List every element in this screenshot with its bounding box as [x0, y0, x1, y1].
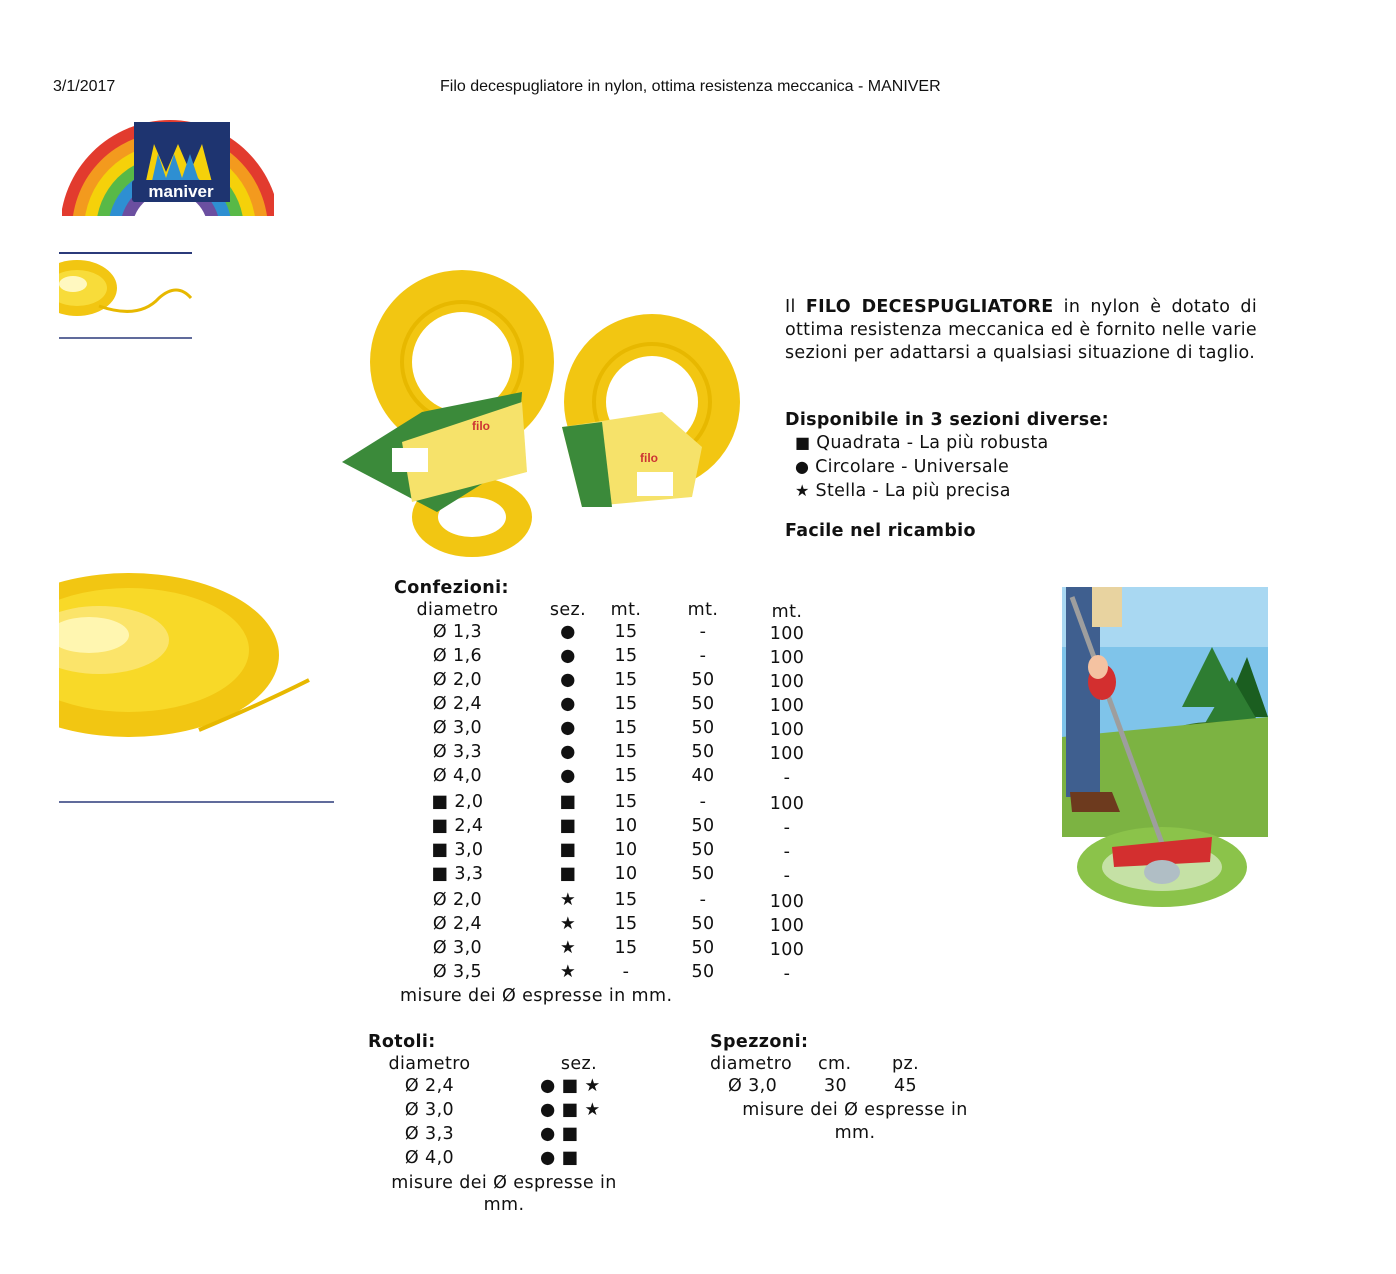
spezzoni-title: Spezzoni:	[710, 1032, 809, 1052]
confezioni-cell: ●	[560, 646, 576, 666]
confezioni-cell: Ø 3,5	[432, 962, 483, 982]
confezioni-cell: 15	[614, 792, 638, 812]
rotoli-cell: Ø 4,0	[404, 1148, 455, 1168]
confezioni-cell: 50	[691, 962, 715, 982]
confezioni-cell: Ø 1,3	[432, 622, 483, 642]
confezioni-cell: -	[783, 842, 791, 862]
confezioni-cell: ●	[560, 694, 576, 714]
confezioni-cell: 100	[769, 624, 805, 644]
confezioni-cell: 10	[614, 864, 638, 884]
rotoli-cell: ● ■ ★	[540, 1076, 601, 1096]
confezioni-cell: 50	[691, 718, 715, 738]
confezioni-cell: 50	[691, 914, 715, 934]
confezioni-cell: 50	[691, 694, 715, 714]
square-icon: ■	[795, 433, 811, 452]
confezioni-cell: Ø 2,0	[432, 890, 483, 910]
rotoli-cell: Ø 3,3	[404, 1124, 455, 1144]
confezioni-cell: -	[699, 890, 707, 910]
col-header: mt.	[687, 600, 719, 620]
confezioni-cell: ★	[559, 938, 577, 958]
svg-text:filo: filo	[472, 419, 490, 433]
confezioni-cell: Ø 3,0	[432, 938, 483, 958]
confezioni-cell: -	[622, 962, 630, 982]
confezioni-cell: 50	[691, 670, 715, 690]
confezioni-cell: 50	[691, 938, 715, 958]
col-header: mt.	[771, 602, 803, 622]
product-photo[interactable]	[342, 262, 744, 564]
col-header: pz.	[892, 1054, 920, 1074]
logo-text: maniver	[148, 182, 214, 201]
confezioni-cell: Ø 2,4	[432, 694, 483, 714]
confezioni-cell: 15	[614, 622, 638, 642]
confezioni-cell: ★	[559, 890, 577, 910]
col-header: mt.	[610, 600, 642, 620]
trimmer-illustration[interactable]	[1062, 587, 1268, 925]
confezioni-cell: -	[783, 818, 791, 838]
confezioni-cell: Ø 4,0	[432, 766, 483, 786]
svg-text:filo: filo	[640, 451, 658, 465]
confezioni-cell: ●	[560, 742, 576, 762]
confezioni-cell: 15	[614, 766, 638, 786]
confezioni-cell: 15	[614, 914, 638, 934]
confezioni-cell: -	[783, 768, 791, 788]
intro-text-start: Il	[785, 297, 806, 317]
confezioni-cell: ■ 2,4	[431, 816, 484, 836]
spezzoni-cell: Ø 3,0	[728, 1076, 778, 1096]
confezioni-cell: 40	[691, 766, 715, 786]
confezioni-cell: 50	[691, 816, 715, 836]
confezioni-title: Confezioni:	[394, 578, 509, 598]
rotoli-cell: Ø 3,0	[404, 1100, 455, 1120]
col-header: sez.	[560, 1054, 598, 1074]
available-sections-title: Disponibile in 3 sezioni diverse:	[785, 410, 1109, 430]
rotoli-cell: ● ■ ★	[540, 1100, 601, 1120]
star-icon: ★	[795, 481, 810, 500]
confezioni-cell: Ø 1,6	[432, 646, 483, 666]
confezioni-cell: 50	[691, 742, 715, 762]
confezioni-cell: 100	[769, 940, 805, 960]
confezioni-cell: ■	[559, 792, 577, 812]
intro-paragraph	[785, 296, 1257, 365]
easy-replacement: Facile nel ricambio	[785, 521, 976, 541]
confezioni-cell: 15	[614, 694, 638, 714]
confezioni-cell: -	[699, 646, 707, 666]
confezioni-cell: -	[699, 622, 707, 642]
thumbnail-wire-1[interactable]	[59, 250, 192, 342]
rotoli-title: Rotoli:	[368, 1032, 436, 1052]
section-item	[795, 431, 1049, 455]
confezioni-cell: ■	[559, 816, 577, 836]
confezioni-cell: ●	[560, 766, 576, 786]
confezioni-cell: -	[783, 964, 791, 984]
confezioni-cell: 15	[614, 646, 638, 666]
confezioni-cell: 10	[614, 840, 638, 860]
confezioni-cell: 100	[769, 672, 805, 692]
page-title: Filo decespugliatore in nylon, ottima resistenza meccanica - MANIVER	[440, 78, 941, 95]
confezioni-cell: 100	[769, 794, 805, 814]
col-header: sez.	[549, 600, 587, 620]
circle-icon: ●	[795, 457, 810, 476]
col-header: diametro	[388, 1054, 471, 1074]
intro-product-name: FILO DECESPUGLIATORE	[805, 297, 1054, 317]
col-header: diametro	[416, 600, 499, 620]
confezioni-cell: -	[783, 866, 791, 886]
rotoli-note-line2: mm.	[483, 1195, 525, 1215]
spezzoni-note-line1: misure dei Ø espresse in	[742, 1100, 968, 1120]
section-item	[795, 479, 1049, 503]
confezioni-cell: 10	[614, 816, 638, 836]
confezioni-cell: ■	[559, 864, 577, 884]
section-label: Circolare - Universale	[815, 457, 1010, 477]
section-label: Stella - La più precisa	[815, 481, 1011, 501]
confezioni-cell: ★	[559, 914, 577, 934]
confezioni-cell: 100	[769, 648, 805, 668]
print-date: 3/1/2017	[53, 78, 116, 95]
section-item	[795, 455, 1049, 479]
confezioni-cell: 15	[614, 742, 638, 762]
confezioni-cell: ■ 3,3	[431, 864, 484, 884]
confezioni-cell: ■ 2,0	[431, 792, 484, 812]
maniver-logo[interactable]	[62, 110, 274, 218]
confezioni-cell: ●	[560, 670, 576, 690]
spezzoni-cell: 45	[894, 1076, 918, 1096]
rotoli-cell: ● ■	[540, 1124, 579, 1144]
confezioni-cell: 15	[614, 670, 638, 690]
confezioni-cell: 15	[614, 938, 638, 958]
section-label: Quadrata - La più robusta	[816, 433, 1049, 453]
confezioni-cell: ★	[559, 962, 577, 982]
thumbnail-wire-2[interactable]	[59, 530, 334, 805]
confezioni-cell: 15	[614, 890, 638, 910]
confezioni-note: misure dei Ø espresse in mm.	[400, 986, 673, 1006]
confezioni-cell: ●	[560, 718, 576, 738]
confezioni-cell: ■	[559, 840, 577, 860]
confezioni-cell: 50	[691, 864, 715, 884]
col-header: diametro	[710, 1054, 793, 1074]
confezioni-cell: 15	[614, 718, 638, 738]
confezioni-cell: ●	[560, 622, 576, 642]
confezioni-cell: 50	[691, 840, 715, 860]
confezioni-cell: Ø 3,3	[432, 742, 483, 762]
col-header: cm.	[818, 1054, 852, 1074]
rotoli-cell: Ø 2,4	[404, 1076, 455, 1096]
confezioni-cell: Ø 2,0	[432, 670, 483, 690]
confezioni-cell: 100	[769, 720, 805, 740]
spezzoni-note-line2: mm.	[834, 1123, 876, 1143]
confezioni-cell: 100	[769, 696, 805, 716]
section-list	[795, 431, 1049, 503]
spezzoni-cell: 30	[824, 1076, 848, 1096]
confezioni-cell: ■ 3,0	[431, 840, 484, 860]
confezioni-cell: Ø 2,4	[432, 914, 483, 934]
intro-text-rest: in nylon è dotato di ottima resistenza meccanica ed è fornito nelle varie sezioni per adattarsi a qualsiasi situazione di taglio.	[785, 297, 1257, 363]
confezioni-cell: 100	[769, 744, 805, 764]
rotoli-cell: ● ■	[540, 1148, 579, 1168]
confezioni-cell: 100	[769, 916, 805, 936]
confezioni-cell: 100	[769, 892, 805, 912]
confezioni-cell: -	[699, 792, 707, 812]
rotoli-note-line1: misure dei Ø espresse in	[391, 1173, 617, 1193]
confezioni-cell: Ø 3,0	[432, 718, 483, 738]
